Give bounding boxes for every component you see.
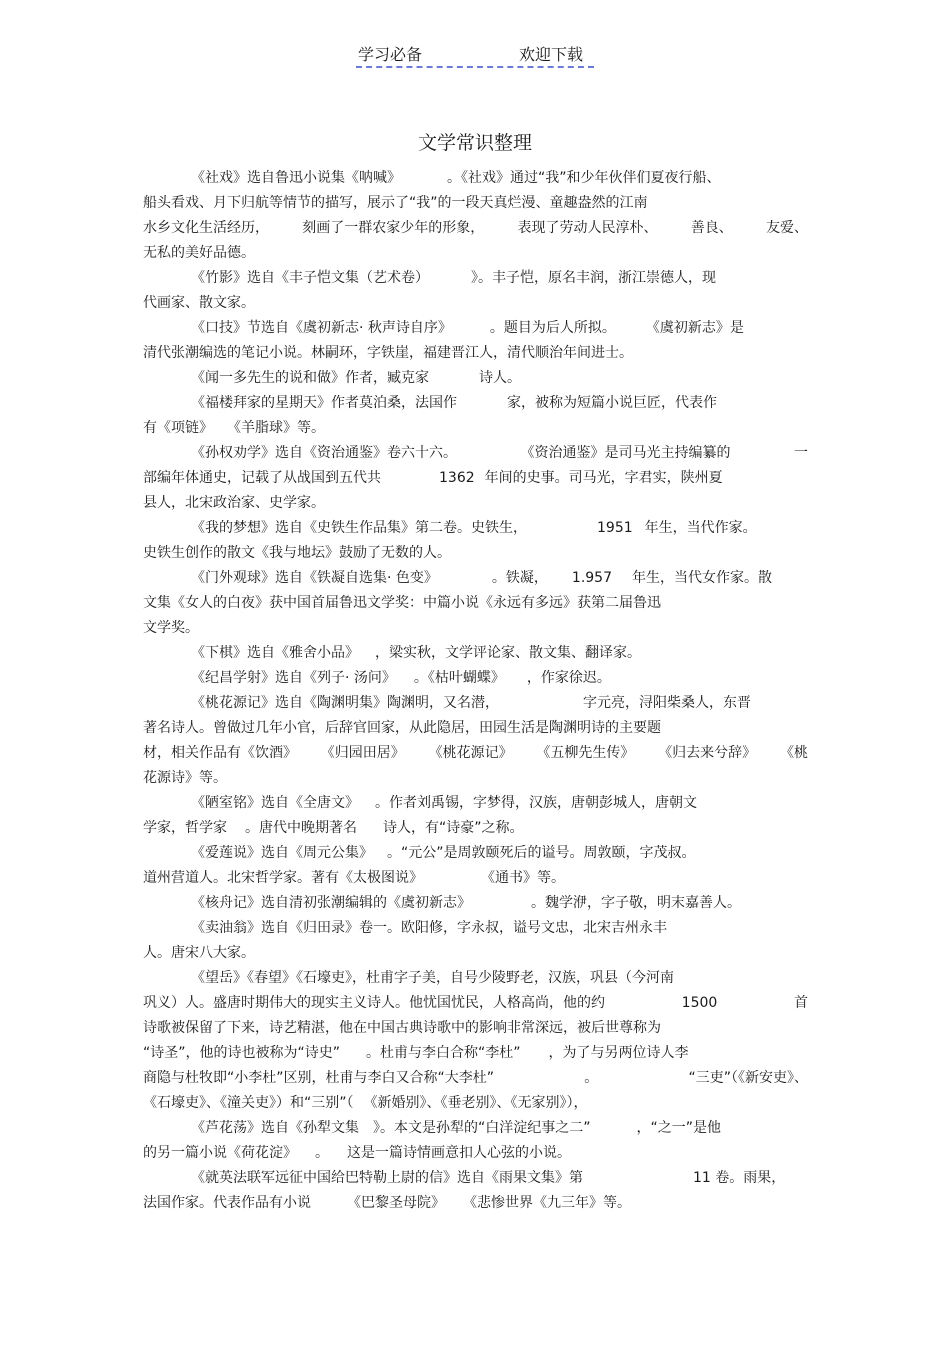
text-segment: 《石壕吏》、《潼关吏》）和“三别”（ — [143, 1095, 354, 1111]
text-segment: 。铁凝， — [491, 570, 548, 586]
text-segment: 。唐代中晚期著名 — [245, 820, 357, 836]
text-segment: 1.957 — [571, 570, 612, 586]
text-segment: 文学奖。 — [143, 620, 199, 636]
text-segment: 花源诗》等。 — [143, 770, 227, 786]
text-segment: ，为了与另两位诗人李 — [548, 1045, 689, 1061]
text-line — [143, 416, 808, 441]
text-segment: 法国作家。代表作品有小说 — [143, 1195, 311, 1211]
document-body — [143, 166, 808, 1216]
text-line — [143, 1191, 808, 1216]
text-line — [143, 591, 808, 616]
text-line — [143, 716, 808, 741]
text-segment: “诗圣”，他的诗也被称为“诗史” — [143, 1045, 341, 1061]
text-segment: “三吏”（《新安吏》、 — [688, 1070, 808, 1086]
text-segment: 。《社戏》通过“我”和少年伙伴们夏夜行船、 — [447, 170, 721, 186]
text-line — [143, 216, 808, 241]
document-title: 文学常识整理 — [417, 132, 532, 154]
text-segment: 史铁生创作的散文《我与地坛》鼓励了无数的人。 — [143, 545, 451, 561]
text-line — [143, 866, 808, 891]
text-segment: 材，相关作品有《饮酒》 — [143, 745, 297, 761]
text-line — [143, 741, 808, 766]
text-line — [143, 541, 808, 566]
text-segment: 《羊脂球》等。 — [227, 420, 325, 436]
text-segment: 11 卷。雨果， — [693, 1170, 786, 1186]
text-segment: 的另一篇小说《荷花淀》 — [143, 1145, 297, 1161]
text-line — [143, 316, 808, 341]
text-segment: 。 — [315, 1145, 329, 1161]
text-segment: 首 — [793, 995, 808, 1011]
text-segment: 》。丰子恺，原名丰润，浙江崇德人，现 — [471, 270, 716, 286]
text-line — [143, 991, 808, 1016]
text-line — [143, 241, 808, 266]
text-line — [143, 941, 808, 966]
text-segment: 《纪昌学射》选自《列子· 汤问》 — [191, 670, 396, 686]
text-segment: 《口技》节选自《虞初新志· 秋声诗自序》 — [191, 320, 452, 336]
text-line — [143, 691, 808, 716]
text-line — [143, 391, 808, 416]
text-segment: 1362 — [439, 470, 475, 486]
text-segment: 道州营道人。北宋哲学家。著有《太极图说》 — [143, 870, 423, 886]
text-segment: 《五柳先生传》 — [536, 745, 635, 761]
text-line — [143, 466, 808, 491]
header-right-text: 欢迎下载 — [519, 45, 584, 64]
text-segment: 有《项链》 — [143, 420, 213, 436]
text-segment: 。作者刘禹锡，字梦得，汉族，唐朝彭城人，唐朝文 — [375, 795, 697, 811]
text-segment: 《就英法联军远征中国给巴特勒上尉的信》选自《雨果文集》第 — [191, 1170, 583, 1186]
text-segment: ，梁实秋，文学评论家、散文集、翻译家。 — [375, 645, 641, 661]
text-line — [143, 816, 808, 841]
text-segment: 代画家、散文家。 — [143, 295, 255, 311]
text-segment: 。杜甫与李白合称“李杜” — [366, 1045, 521, 1061]
text-segment: 表现了劳动人民淳朴、 — [517, 220, 658, 236]
text-line — [143, 566, 808, 591]
text-line — [143, 341, 808, 366]
text-line — [143, 491, 808, 516]
text-segment: 《新婚别》、《垂老别》、《无家别》）， — [363, 1095, 588, 1111]
text-segment: ，“之一”是他 — [636, 1120, 722, 1136]
text-line — [143, 1041, 808, 1066]
text-segment: 《巴黎圣母院》 — [347, 1195, 445, 1211]
text-segment: 年生，当代作家。 — [644, 520, 757, 536]
text-line — [143, 291, 808, 316]
text-segment: 善良、 — [690, 220, 733, 236]
text-line — [143, 666, 808, 691]
text-segment: 《核舟记》选自清初张潮编辑的《虞初新志》 — [191, 895, 471, 911]
text-segment: 《芦花荡》选自《孙犁文集 — [191, 1120, 359, 1136]
text-segment: 诗人。 — [479, 370, 521, 386]
text-segment: 《归园田居》 — [320, 745, 405, 761]
text-segment: 刻画了一群农家少年的形象， — [302, 220, 485, 236]
text-segment: 巩义）人。盛唐时期伟大的现实主义诗人。他忧国忧民，人格高尚，他的约 — [143, 995, 605, 1011]
text-line — [143, 1141, 808, 1166]
text-segment: 《竹影》选自《丰子恺文集（艺术卷） — [191, 270, 429, 286]
text-segment: 《社戏》选自鲁迅小说集《呐喊》 — [191, 170, 401, 186]
text-segment: 字元亮，浔阳柴桑人，东晋 — [583, 695, 751, 711]
text-segment: 人。唐宋八大家。 — [143, 945, 255, 961]
text-segment: 部编年体通史，记载了从战国到五代共 — [143, 470, 381, 486]
text-segment: 文集《女人的白夜》获中国首届鲁迅文学奖：中篇小说《永远有多远》获第二届鲁迅 — [143, 595, 661, 611]
text-segment: 学家，哲学家 — [143, 820, 227, 836]
text-segment: 《通书》等。 — [481, 870, 565, 886]
text-segment: 《资治通鉴》是司马光主持编纂的 — [520, 445, 731, 461]
text-line — [143, 166, 808, 191]
text-segment: 《桃花源记》选自《陶渊明集》陶渊明，又名潜， — [191, 695, 499, 711]
text-segment: 无私的美好品德。 — [143, 245, 255, 261]
text-segment: 《福楼拜家的星期天》作者莫泊桑，法国作 — [191, 395, 457, 411]
text-line — [143, 966, 808, 991]
text-segment: 》。本文是孙犁的“白洋淀纪事之二” — [373, 1120, 591, 1136]
text-segment: 。魏学洢，字子敬，明末嘉善人。 — [531, 895, 741, 911]
text-line — [143, 1066, 808, 1091]
text-line — [143, 366, 808, 391]
text-segment: 年生，当代女作家。散 — [632, 570, 772, 586]
text-line — [143, 641, 808, 666]
text-segment: 《虞初新志》是 — [645, 320, 744, 336]
text-segment: 商隐与杜牧即“小李杜”区别，杜甫与李白又合称“大李杜” — [143, 1070, 495, 1086]
text-segment: 水乡文化生活经历， — [143, 220, 269, 236]
text-segment: 《悲惨世界《九三年》等。 — [463, 1195, 631, 1211]
text-line — [143, 441, 808, 466]
text-segment: 《爱莲说》选自《周元公集》 — [191, 845, 373, 861]
page-header — [356, 40, 594, 68]
text-segment: 年间的史事。司马光，字君实，陕州夏 — [484, 470, 723, 486]
text-segment: 家，被称为短篇小说巨匠，代表作 — [507, 395, 717, 411]
text-segment: 《闻一多先生的说和做》作者，臧克家 — [191, 370, 429, 386]
text-line — [143, 191, 808, 216]
text-segment: 1951 — [597, 520, 633, 536]
text-segment: 。《枯叶蝴蝶》 — [413, 670, 505, 686]
text-segment: 。“元公”是周敦颐死后的谥号。周敦颐，字茂叔。 — [387, 845, 696, 861]
text-line — [143, 916, 808, 941]
text-segment: 《归去来兮辞》 — [658, 745, 757, 761]
text-line — [143, 1016, 808, 1041]
text-line — [143, 1091, 808, 1116]
text-segment: 友爱、 — [766, 220, 808, 236]
text-segment: 《孙权劝学》选自《资治通鉴》卷六十六。 — [191, 445, 457, 461]
text-segment: 《陋室铭》选自《全唐文》 — [191, 795, 359, 811]
text-line — [143, 841, 808, 866]
text-line — [143, 266, 808, 291]
text-segment: 《门外观球》选自《铁凝自选集· 色变》 — [191, 570, 438, 586]
text-segment: 《我的梦想》选自《史铁生作品集》第二卷。史铁生， — [191, 520, 527, 536]
text-segment: 《桃花源记》 — [428, 745, 513, 761]
text-segment: 船头看戏、月下归航等情节的描写，展示了“我”的一段天真烂漫、童趣盎然的江南 — [143, 195, 648, 211]
text-segment: 。题目为后人所拟。 — [489, 320, 616, 336]
text-segment: 诗歌被保留了下来，诗艺精湛，他在中国古典诗歌中的影响非常深远，被后世尊称为 — [143, 1020, 661, 1036]
text-segment: 《下棋》选自《雅舍小品》 — [191, 645, 359, 661]
text-line — [143, 1116, 808, 1141]
text-line — [143, 616, 808, 641]
text-segment: 著名诗人。曾做过几年小官，后辞官回家，从此隐居，田园生活是陶渊明诗的主要题 — [143, 720, 661, 736]
text-line — [143, 791, 808, 816]
text-segment: 《望岳》《春望》《石壕吏》，杜甫字子美，自号少陵野老，汉族，巩县（今河南 — [191, 970, 674, 986]
text-segment: 清代张潮编选的笔记小说。林嗣环，字铁崖，福建晋江人，清代顺治年间进士。 — [143, 345, 633, 361]
text-segment: 《桃 — [779, 745, 808, 761]
text-line — [143, 1166, 808, 1191]
text-segment: 诗人，有“诗豪”之称。 — [383, 820, 524, 836]
text-segment: ，作家徐迟。 — [526, 670, 611, 686]
text-segment: 这是一篇诗情画意扣人心弦的小说。 — [347, 1145, 571, 1161]
text-segment: 1500 — [681, 995, 718, 1011]
text-line — [143, 891, 808, 916]
text-segment: 《卖油翁》选自《归田录》卷一。欧阳修，字永叔，谥号文忠，北宋吉州永丰 — [191, 920, 667, 936]
text-line — [143, 766, 808, 791]
text-segment: 县人，北宋政治家、史学家。 — [143, 495, 325, 511]
text-segment: 一 — [794, 445, 808, 461]
text-line — [143, 516, 808, 541]
header-left-text: 学习必备 — [358, 45, 423, 64]
text-segment: 。 — [584, 1070, 599, 1086]
